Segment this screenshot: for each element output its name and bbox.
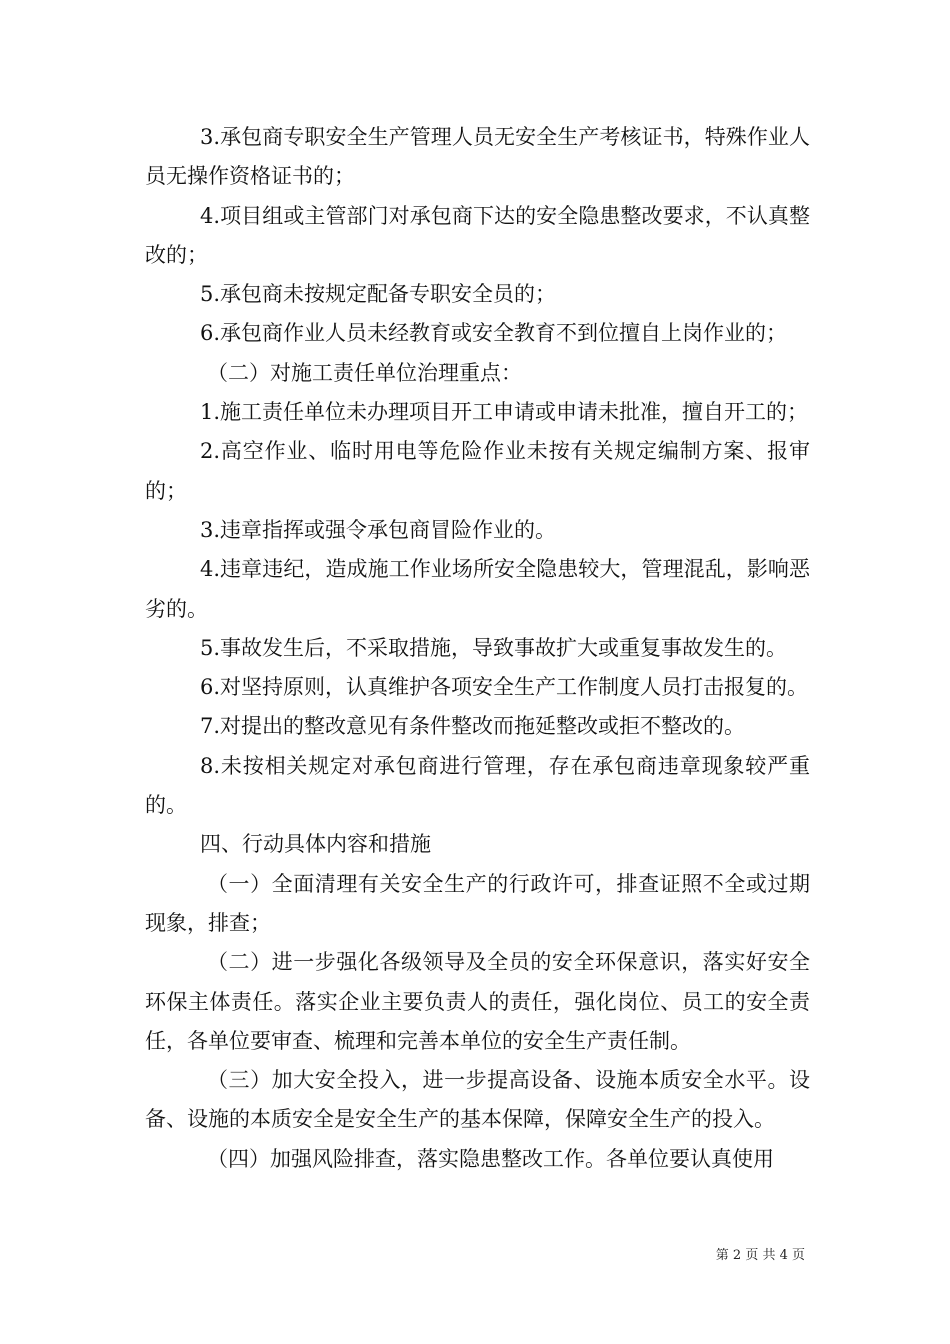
paragraph-construction-8: 8.未按相关规定对承包商进行管理，存在承包商违章现象较严重的。 [145,753,810,818]
paragraph-measure-4: （四）加强风险排查，落实隐患整改工作。各单位要认真使用 [207,1146,774,1171]
paragraph-item-3: 3.承包商专职安全生产管理人员无安全生产考核证书，特殊作业人员无操作资格证书的； [145,125,810,189]
paragraph-construction-6: 6.对坚持原则，认真维护各项安全生产工作制度人员打击报复的。 [200,675,809,700]
paragraph-construction-3: 3.违章指挥或强令承包商冒险作业的。 [200,517,557,542]
paragraph-item-4: 4.项目组或主管部门对承包商下达的安全隐患整改要求，不认真整改的； [145,203,810,267]
paragraph-construction-1: 1.施工责任单位未办理项目开工申请或申请未批准，擅自开工的； [200,400,809,425]
paragraph-construction-7: 7.对提出的整改意见有条件整改而拖延整改或拒不整改的。 [200,714,746,739]
page-number-footer: 第 2 页 共 4 页 [715,1248,805,1263]
paragraph-measure-1: （一）全面清理有关安全生产的行政许可，排查证照不全或过期现象，排查； [145,871,810,935]
paragraph-construction-2: 2.高空作业、临时用电等危险作业未按有关规定编制方案、报审的； [145,439,810,503]
section-heading-actions: 四、行动具体内容和措施 [200,832,431,857]
paragraph-item-6: 6.承包商作业人员未经教育或安全教育不到位擅自上岗作业的； [200,321,788,346]
paragraph-construction-5: 5.事故发生后，不采取措施，导致事故扩大或重复事故发生的。 [200,635,788,660]
paragraph-construction-4: 4.违章违纪，造成施工作业场所安全隐患较大，管理混乱，影响恶劣的。 [145,557,810,621]
paragraph-item-5: 5.承包商未按规定配备专职安全员的； [200,282,557,307]
section-heading-construction-units: （二）对施工责任单位治理重点： [207,360,522,385]
paragraph-measure-3: （三）加大安全投入，进一步提高设备、设施本质安全水平。设备、设施的本质安全是安全生产的基本保障，保障安全生产的投入。 [145,1068,810,1132]
document-body [145,118,810,1179]
paragraph-measure-2: （二）进一步强化各级领导及全员的安全环保意识，落实好安全环保主体责任。落实企业主要负责人的责任，强化岗位、员工的安全责任，各单位要审查、梳理和完善本单位的安全生产责任制。 [145,950,810,1053]
